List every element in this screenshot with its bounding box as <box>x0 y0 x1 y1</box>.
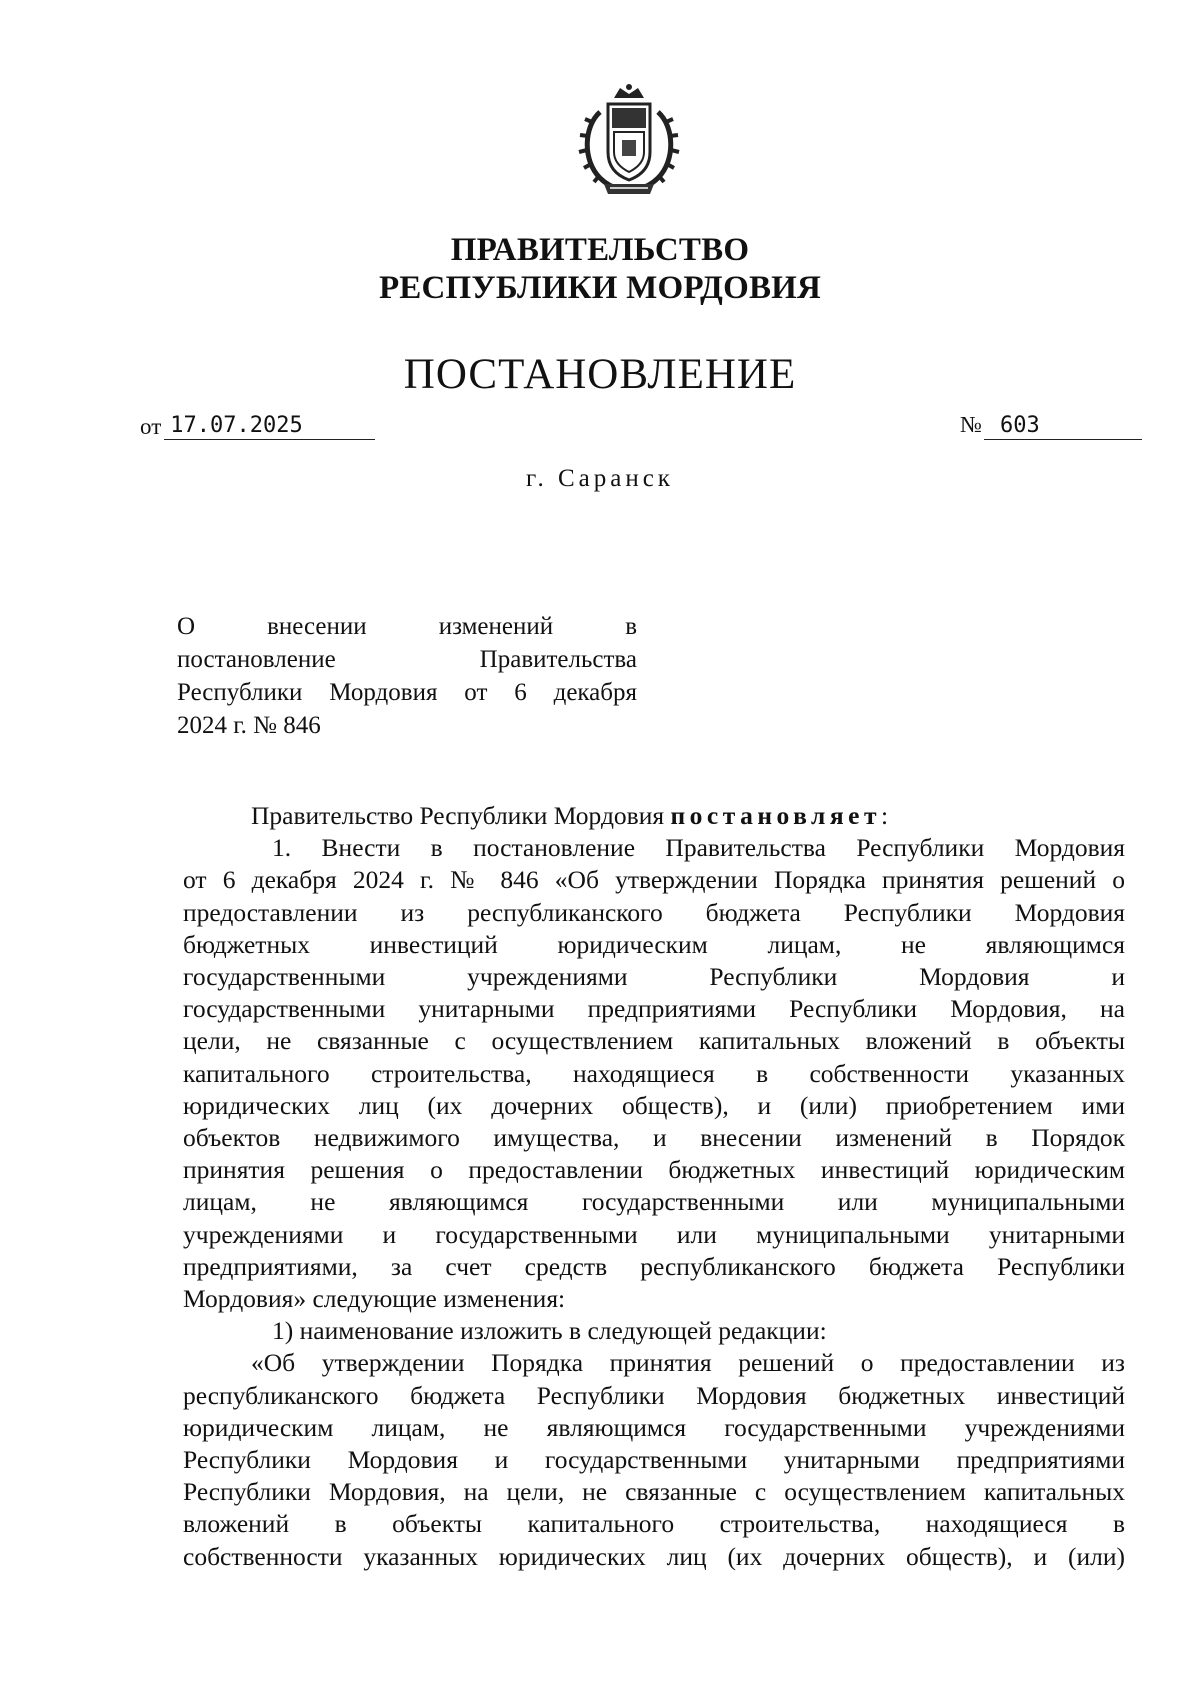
paragraph-line: 1. Внести в постановление Правительства Республики Мордовия <box>272 833 1125 863</box>
paragraph-line: Мордовия» следующие изменения: <box>183 1284 566 1314</box>
date-field <box>140 412 375 440</box>
quote-line: Республики Мордовия и государственными унитарными предприятиями <box>183 1445 1125 1475</box>
subject-line: О внесении изменений в <box>177 613 637 640</box>
city-name: г. Саранск <box>526 465 674 492</box>
paragraph-line: принятия решения о предоставлении бюджетных инвестиций юридическим <box>183 1155 1125 1185</box>
quote-line: вложений в объекты капитального строительства, находящиеся в <box>183 1509 1125 1539</box>
paragraph-line: государственными унитарными предприятиями Республики Мордовия, на <box>183 994 1125 1024</box>
document-subject <box>177 610 637 742</box>
quote-line: республиканского бюджета Республики Мордовия бюджетных инвестиций <box>183 1380 1125 1410</box>
document-body <box>183 800 1125 1573</box>
preamble-emphasis: постановляет <box>670 801 882 830</box>
date-prefix: от <box>140 414 162 439</box>
number-field <box>960 412 1142 440</box>
number-prefix: № <box>960 412 982 437</box>
quote-line: юридическим лицам, не являющимся государственными учреждениями <box>183 1412 1125 1442</box>
quote-line: Республики Мордовия, на цели, не связанные с осуществлением капитальных <box>183 1477 1125 1507</box>
date-value: 17.07.2025 <box>164 413 375 440</box>
quote-line: «Об утверждении Порядка принятия решений о предоставлении из <box>251 1348 1125 1378</box>
paragraph-line: объектов недвижимого имущества, и внесении изменений в Порядок <box>183 1123 1125 1153</box>
paragraph-line: бюджетных инвестиций юридическим лицам, не являющимся <box>183 929 1125 959</box>
paragraph-line: учреждениями и государственными или муниципальными унитарными <box>183 1219 1125 1249</box>
paragraph-line: цели, не связанные с осуществлением капитальных вложений в объекты <box>183 1026 1125 1056</box>
paragraph-line: предоставлении из республиканского бюджета Республики Мордовия <box>183 897 1125 927</box>
paragraph-line: государственными учреждениями Республики Мордовия и <box>183 962 1125 992</box>
number-value: 603 <box>984 413 1142 440</box>
government-title-line2: РЕСПУБЛИКИ МОРДОВИЯ <box>378 270 822 306</box>
document-type-title: ПОСТАНОВЛЕНИЕ <box>403 351 797 398</box>
government-title-line1: ПРАВИТЕЛЬСТВО <box>450 232 750 268</box>
subject-line: постановление Правительства <box>177 646 637 673</box>
subject-line: 2024 г. № 846 <box>177 712 321 739</box>
paragraph-line: лицам, не являющимся государственными или муниципальными <box>183 1187 1125 1217</box>
preamble <box>183 800 1125 832</box>
preamble-text: Правительство Республики Мордовия <box>251 801 665 830</box>
paragraph-line: капитального строительства, находящиеся в собственности указанных <box>183 1058 1125 1088</box>
coat-of-arms-icon <box>570 82 688 204</box>
paragraph-line: от 6 декабря 2024 г. № 846 «Об утверждении Порядка принятия решений о <box>183 865 1125 895</box>
preamble-colon: : <box>881 801 889 830</box>
subject-line: Республики Мордовия от 6 декабря <box>177 679 637 706</box>
paragraph-line: предприятиями, за счет средств республиканского бюджета Республики <box>183 1251 1125 1281</box>
paragraph-line: юридических лиц (их дочерних обществ), и (или) приобретением ими <box>183 1090 1125 1120</box>
item-1: 1) наименование изложить в следующей редакции: <box>272 1316 827 1346</box>
quote-line: собственности указанных юридических лиц (их дочерних обществ), и (или) <box>183 1541 1125 1571</box>
